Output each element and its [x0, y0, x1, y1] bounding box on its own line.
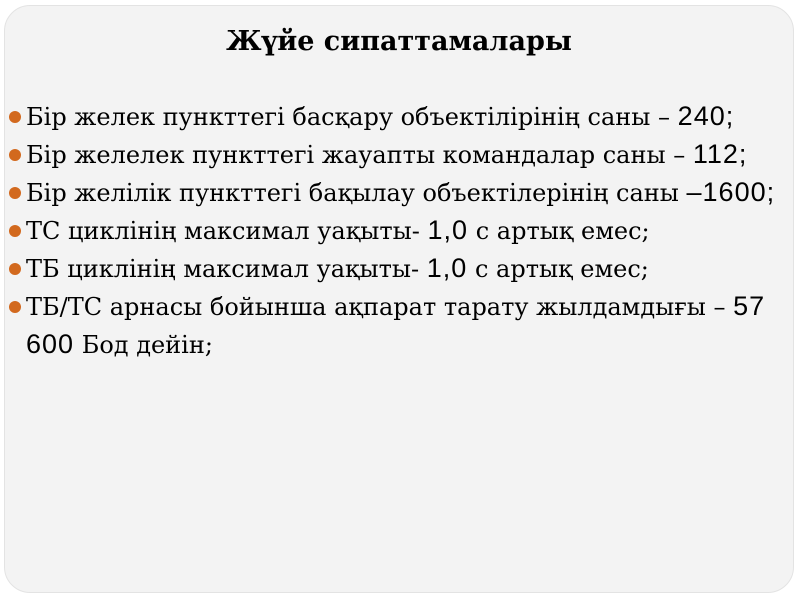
item-tail: с артық емес; [474, 255, 649, 283]
item-text: Бір желелек пункттегі жауапты командалар саны – [26, 141, 686, 169]
item-value: 57 600 [26, 291, 766, 359]
list-item [9, 98, 781, 136]
bullet-icon [9, 301, 21, 313]
item-tail: Бод дейін; [81, 331, 213, 359]
slide-title: Жүйе сипаттамалары [226, 26, 572, 57]
list-item [9, 250, 781, 288]
slide [4, 5, 794, 593]
item-value: 112; [692, 139, 748, 169]
item-text: ТС циклінің максимал уақыты- [26, 217, 420, 245]
item-value: 240; [677, 101, 735, 131]
list-item [9, 288, 781, 364]
list-item [9, 136, 781, 174]
bullet-icon [9, 187, 21, 199]
item-text: Бір желілік пункттегі бақылау объектілерінің саны [26, 179, 679, 207]
list-item [9, 212, 781, 250]
list-item [9, 174, 781, 212]
item-value: –1600; [686, 177, 776, 207]
characteristics-list [9, 98, 781, 364]
item-tail: с артық емес; [475, 217, 650, 245]
item-value: 1,0 [427, 215, 469, 245]
bullet-icon [9, 149, 21, 161]
item-value: 1,0 [426, 253, 468, 283]
bullet-icon [9, 225, 21, 237]
item-text: ТБ/ТС арнасы бойынша ақпарат тарату жылдамдығы – [26, 293, 726, 321]
bullet-icon [9, 263, 21, 275]
bullet-icon [9, 111, 21, 123]
item-text: ТБ циклінің максимал уақыты- [26, 255, 420, 283]
item-text: Бір желек пункттегі басқару объектілірінің саны – [26, 103, 671, 131]
